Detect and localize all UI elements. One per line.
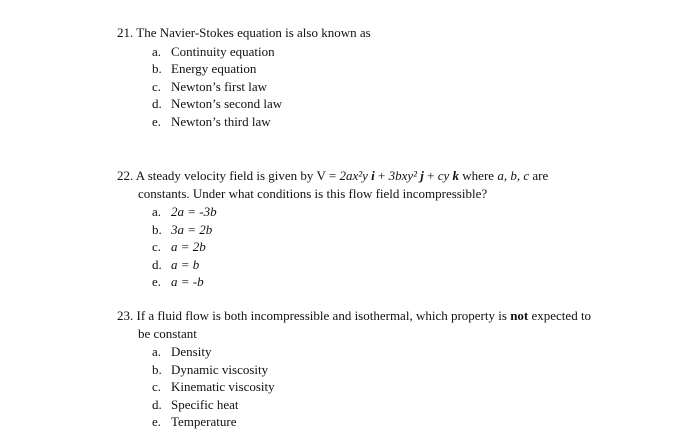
option-b: b. Dynamic viscosity [152,361,269,377]
question-stem: 22. A steady velocity field is given by V = 2ax²y i + 3bxy² j + cy k where a, b, c are [117,168,549,183]
question-stem: 23. If a fluid flow is both incompressible and isothermal, which property is not expected to [117,308,592,323]
question-stem [117,24,637,42]
option-b: b. 3a = 2b [152,221,213,237]
term-3: cy [437,168,450,183]
question-text: The Navier-Stokes equation is also known as [136,25,371,40]
emphasis-not: not [510,308,529,323]
option-e: e. a = -b [152,274,204,290]
question-23 [117,307,637,431]
question-text: If a fluid flow is both incompressible and isothermal, which property is [136,308,511,323]
variables: a, b, c [497,168,530,183]
question-text-continued: constants. Under what conditions is this flow field incompressible? [138,185,488,201]
question-text: A steady velocity field is given by V = [135,168,340,183]
options-list [117,343,637,431]
option-e: e. Newton’s third law [152,113,271,129]
option-d: d. Specific heat [152,396,239,412]
option-c: c. a = 2b [152,239,206,255]
term-2: 3bxy² [388,168,418,183]
question-text-continued: be constant [138,325,197,341]
options-list [117,203,637,291]
option-b: b. Energy equation [152,61,257,77]
unit-vector-i: i [371,168,375,183]
option-a: a. Density [152,344,212,359]
options-list [117,43,637,131]
unit-vector-k: k [452,168,460,183]
unit-vector-j: j [420,168,424,183]
question-number: 21. [117,25,134,40]
option-c: c. Newton’s first law [152,78,268,94]
question-22 [117,167,637,291]
option-d: d. Newton’s second law [152,96,283,112]
option-a: a. 2a = -3b [152,204,217,219]
question-number: 22. [117,168,134,183]
option-d: d. a = b [152,256,200,272]
option-c: c. Kinematic viscosity [152,379,275,395]
question-number: 23. [117,308,134,323]
option-a: a. Continuity equation [152,43,275,59]
term-1: 2ax²y [339,168,368,183]
question-21 [117,24,637,130]
option-e: e. Temperature [152,414,237,430]
